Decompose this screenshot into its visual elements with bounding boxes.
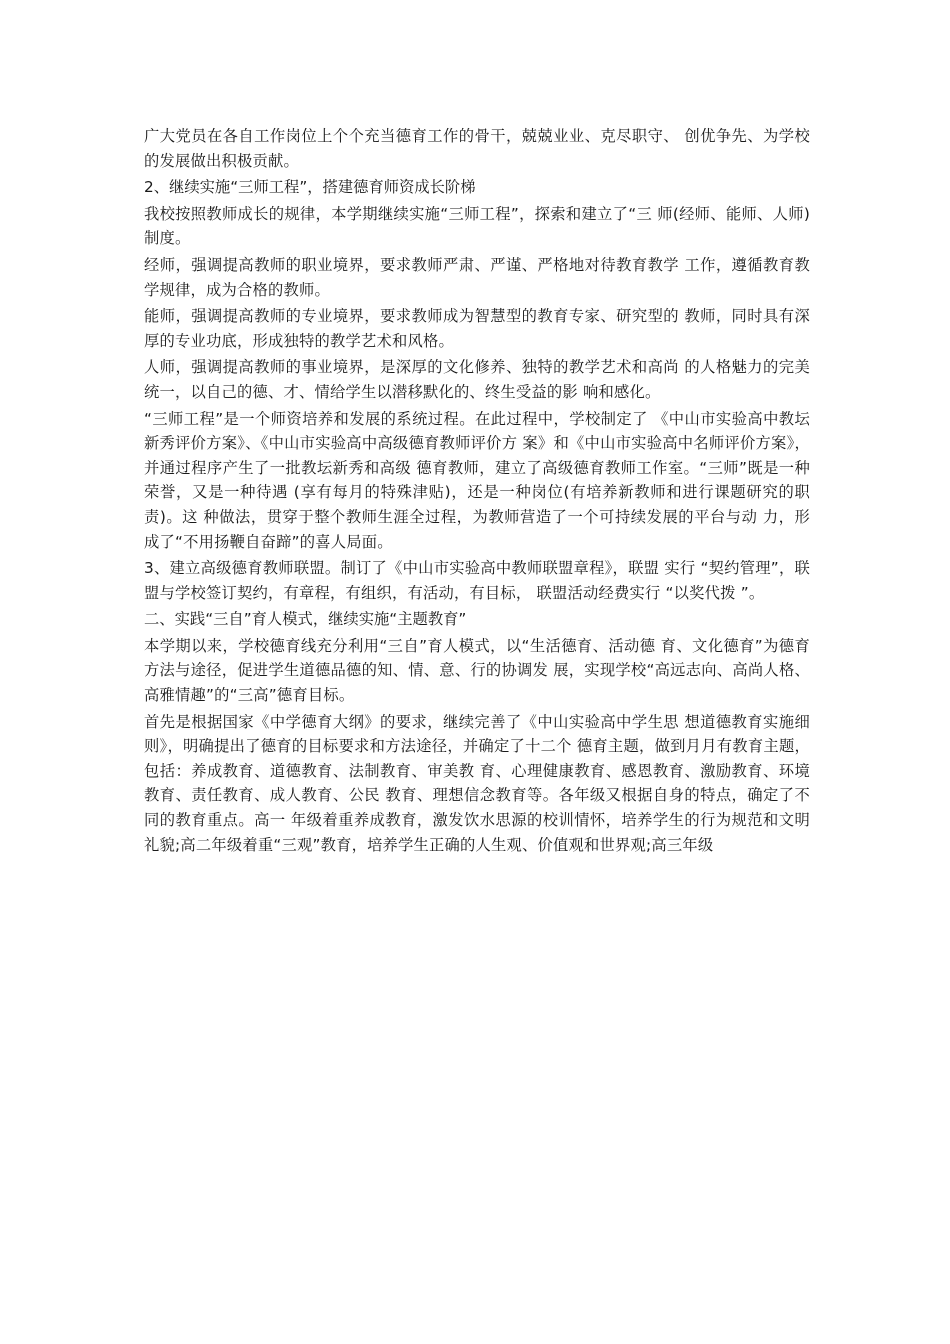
paragraph-three-teachers-process: “三师工程”是一个师资培养和发展的系统过程。在此过程中，学校制定了 《中山市实验高中教坛新秀评价方案》、《中山市实验高中高级德育教师评价方 案》和《中山市实验高中名师评价方案》，并通过程序产生了一批教坛新秀和高级 德育教师，建立了高级德育教师工作室。“三师”既是一种荣誉，又是一种待遇 (享有每月的特殊津贴)，还是一种岗位(有培养新教师和进行课题研究的职责)。这 种做法，贯穿于整个教师生涯全过程，为教师营造了一个可持续发展的平台与动 力，形成了“不用扬鞭自奋蹄”的喜人局面。 [144, 409, 810, 551]
paragraph-jingshi: 经师，强调提高教师的职业境界，要求教师严肃、严谨、严格地对待教育教学 工作，遵循教育教学规律，成为合格的教师。 [144, 255, 810, 299]
document-body [144, 124, 810, 859]
paragraph-moral-education-themes: 首先是根据国家《中学德育大纲》的要求，继续完善了《中山实验高中学生思 想道德教育实施细则》，明确提出了德育的目标要求和方法途径，并确定了十二个 德育主题，做到月月有教育主题，包括：养成教育、道德教育、法制教育、审美教 育、心理健康教育、感恩教育、激励教育、环境教育、责任教育、成人教育、公民 教育、理想信念教育等。各年级又根据自身的特点，确定了不同的教育重点。高一 年级着重养成教育，激发饮水思源的校训情怀，培养学生的行为规范和文明礼貌;高二年级着重“三观”教育，培养学生正确的人生观、价值观和世界观;高三年级 [144, 712, 810, 854]
paragraph-party-members: 广大党员在各自工作岗位上个个充当德育工作的骨干，兢兢业业、克尽职守、 创优争先、为学校的发展做出积极贡献。 [144, 127, 810, 170]
paragraph-nengshi: 能师，强调提高教师的专业境界，要求教师成为智慧型的教育专家、研究型的 教师，同时具有深厚的专业功底，形成独特的教学艺术和风格。 [144, 307, 810, 350]
paragraph-three-self-intro: 本学期以来，学校德育线充分利用“三自”育人模式，以“生活德育、活动德 育、文化德育”为德育方法与途径，促进学生道德品德的知、情、意、行的协调发 展，实现学校“高远志向、高尚人格、高雅情趣”的“三高”德育目标。 [144, 636, 810, 705]
paragraph-renshi: 人师，强调提高教师的事业境界，是深厚的文化修养、独特的教学艺术和高尚 的人格魅力的完美统一，以自己的德、才、情给学生以潜移默化的、终生受益的影 响和感化。 [144, 358, 810, 401]
paragraph-three-teachers-intro: 我校按照教师成长的规律，本学期继续实施“三师工程”，探索和建立了“三 师(经师、能师、人师)制度。 [144, 204, 810, 248]
heading-three-teachers-project: 2、继续实施“三师工程”，搭建德育师资成长阶梯 [144, 178, 476, 197]
heading-three-self-model: 二、实践“三自”育人模式，继续实施“主题教育” [144, 610, 467, 629]
paragraph-teacher-alliance: 3、建立高级德育教师联盟。制订了《中山市实验高中教师联盟章程》，联盟 实行 “契约管理”，联盟与学校签订契约，有章程，有组织，有活动，有目标， 联盟活动经费实行 “以奖代拨 ”。 [144, 559, 810, 602]
